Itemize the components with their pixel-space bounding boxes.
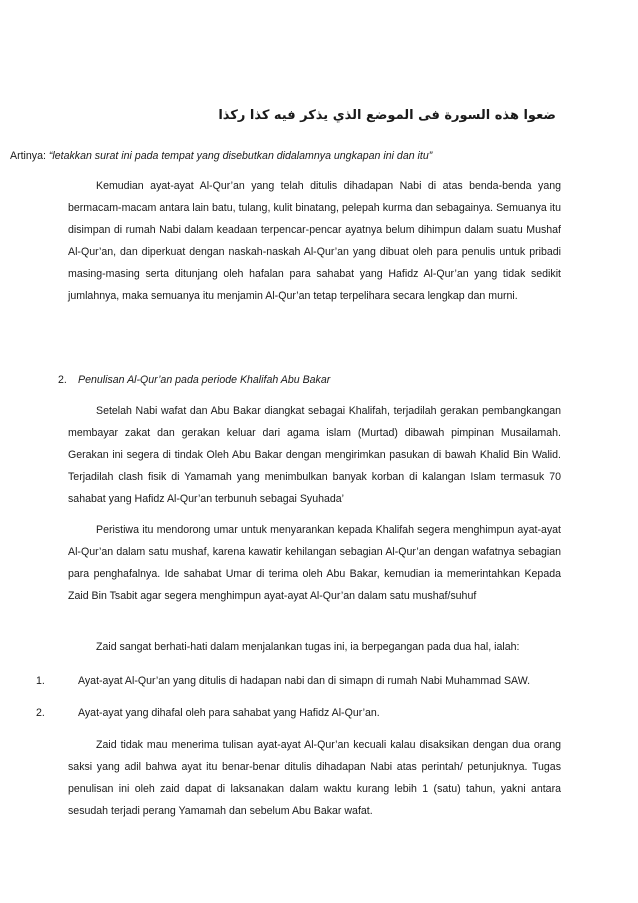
paragraph-text: Zaid tidak mau menerima tulisan ayat-ayat Al-Qur’an kecuali kalau disaksikan dengan dua orang saksi yang adil bahwa ayat itu benar-benar ditulis dihadapan Nabi atas perintah/ petunjuknya. Tugas penulisan ini oleh zaid dapat di laksanakan dalam waktu kurang lebih 1 (satu) tahun, yakni antara sesudah terjadi perang Yamamah dan sebelum Abu Bakar wafat. xyxy=(68,739,561,817)
list-item-number: 2. xyxy=(36,707,45,719)
paragraph-text: Peristiwa itu mendorong umar untuk menyarankan kepada Khalifah segera menghimpun ayat-ayat Al-Qur’an dalam satu mushaf, karena kawatir kehilangan sebagian Al-Qur’an dengan wafatnya sebagian para penghafalnya. Ide sahabat Umar di terima oleh Abu Bakar, kemudian ia memerintahkan Kepada Zaid Bin Tsabit agar segera menghimpun ayat-ayat Al-Qur’an dalam satu mushaf/suhuf xyxy=(68,524,561,602)
list-item xyxy=(36,675,530,687)
paragraph-mushaf-nabi xyxy=(68,175,561,307)
list-item xyxy=(36,707,380,719)
paragraph-text: Kemudian ayat-ayat Al-Qur’an yang telah ditulis dihadapan Nabi di atas benda-benda yang bermacam-macam antara lain batu, tulang, kulit binatang, pelepah kurma dan sebagainya. Semuanya itu disimpan di rumah Nabi dalam keadaan terpencar-pencar ayatnya belum dihimpun dalam suatu Mushaf Al-Qur’an, dan diperkuat dengan naskah-naskah Al-Qur’an yang dibuat oleh para penulis untuk pribadi masing-masing serta ditunjang oleh hafalan para sahabat yang Hafidz Al-Qur’an yang tidak sedikit jumlahnya, maka semuanya itu menjamin Al-Qur’an tetap terpelihara secara lengkap dan murni. xyxy=(68,180,561,302)
list-item-text: Ayat-ayat yang dihafal oleh para sahabat yang Hafidz Al-Qur’an. xyxy=(78,707,380,719)
paragraph-zaid-careful xyxy=(68,636,561,658)
section-heading-abu-bakar xyxy=(58,374,330,386)
section-title: Penulisan Al-Qur’an pada periode Khalifah Abu Bakar xyxy=(78,374,331,386)
paragraph-murtad xyxy=(68,400,561,510)
translation-label: Artinya: xyxy=(10,150,46,162)
translation-text: “letakkan surat ini pada tempat yang disebutkan didalamnya ungkapan ini dan itu” xyxy=(48,150,433,162)
list-item-number: 1. xyxy=(36,675,45,687)
arabic-quote: ضعوا هذه السورة فى الموضع الذي يذكر فيه كذا ركذا xyxy=(218,108,556,123)
section-number: 2. xyxy=(58,374,67,386)
paragraph-zaid-method xyxy=(68,734,561,822)
paragraph-umar-proposal xyxy=(68,519,561,607)
paragraph-text: Zaid sangat berhati-hati dalam menjalankan tugas ini, ia berpegangan pada dua hal, ialah: xyxy=(96,641,520,653)
paragraph-text: Setelah Nabi wafat dan Abu Bakar diangkat sebagai Khalifah, terjadilah gerakan pembangkangan membayar zakat dan gerakan keluar dari agama islam (Murtad) dibawah pimpinan Musailamah. Gerakan ini segera di tindak Oleh Abu Bakar dengan mengirimkan pasukan di bawah Khalid Bin Walid. Terjadilah clash fisik di Yamamah yang menimbulkan banyak korban di kalangan Islam termasuk 70 sahabat yang Hafidz Al-Qur’an terbunuh sebagai Syuhada’ xyxy=(68,405,561,505)
translation-line xyxy=(10,150,432,162)
list-item-text: Ayat-ayat Al-Qur’an yang ditulis di hadapan nabi dan di simapn di rumah Nabi Muhammad SAW. xyxy=(78,675,531,687)
